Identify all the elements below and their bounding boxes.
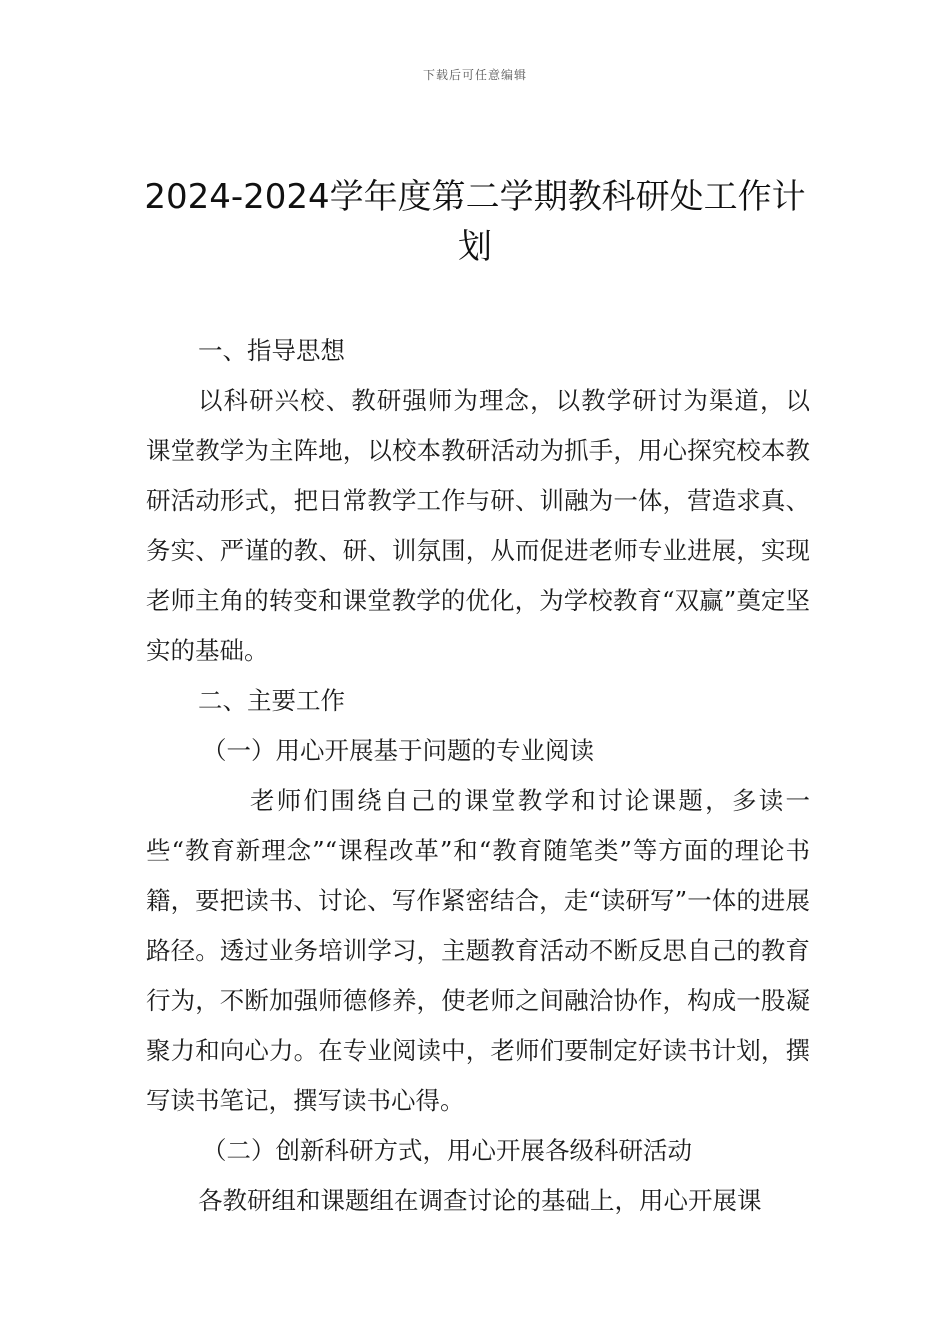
paragraph-professional-reading: 老师们围绕自己的课堂教学和讨论课题，多读一些“教育新理念”“课程改革”和“教育随笔类”等方面的理论书籍，要把读书、讨论、写作紧密结合，走“读研写”一体的进展路径。透过业务培训学习，主题教育活动不断反思自己的教育行为，不断加强师德修养，使老师之间融洽协作，构成一股凝聚力和向心力。在专业阅读中，老师们要制定好读书计划，撰写读书笔记，撰写读书心得。 bbox=[146, 786, 810, 1115]
header-note: 下载后可任意编辑 bbox=[422, 68, 527, 82]
document-body bbox=[146, 326, 810, 1226]
subsection-heading-research-innovation: （二）创新科研方式，用心开展各级科研活动 bbox=[202, 1136, 692, 1165]
paragraph-guiding-ideology: 以科研兴校、教研强师为理念，以教学研讨为渠道，以课堂教学为主阵地，以校本教研活动为抓手，用心探究校本教研活动形式，把日常教学工作与研、训融为一体，营造求真、务实、严谨的教、研、训氛围，从而促进老师专业进展，实现老师主角的转变和课堂教学的优化，为学校教育“双赢”奠定坚实的基础。 bbox=[146, 386, 810, 665]
subsection-heading-professional-reading: （一）用心开展基于问题的专业阅读 bbox=[202, 736, 594, 765]
paragraph-research-innovation: 各教研组和课题组在调查讨论的基础上，用心开展课 bbox=[198, 1186, 762, 1215]
section-heading-main-work: 二、主要工作 bbox=[198, 686, 345, 715]
document-title: 2024-2024学年度第二学期教科研处工作计划 bbox=[144, 177, 806, 267]
section-heading-guiding-ideology: 一、指导思想 bbox=[198, 336, 345, 365]
